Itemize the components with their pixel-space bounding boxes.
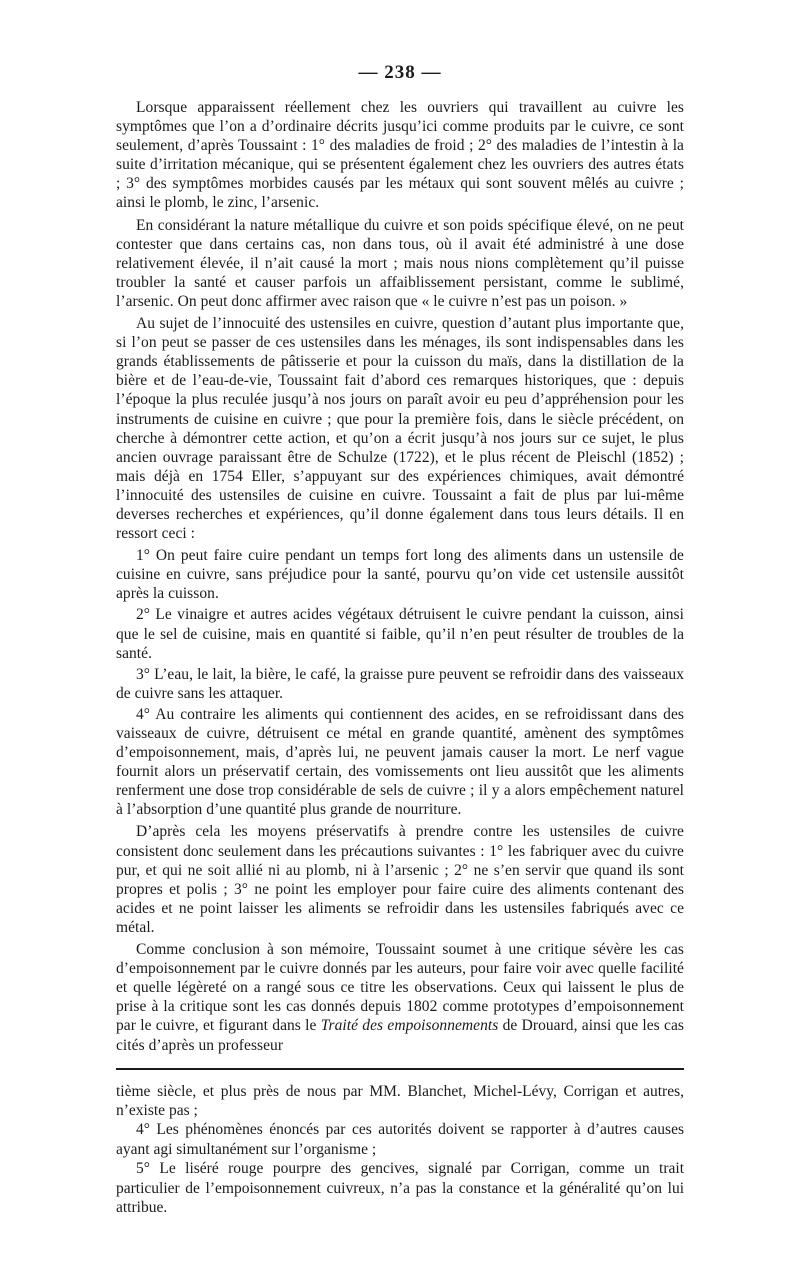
footnote-point-4: 4° Les phénomènes énoncés par ces autorités doivent se rapporter à d’autres causes ayant agi simultanément sur l’organisme ; [116,1121,684,1158]
paragraph-moyens-preservatifs: D’après cela les moyens préservatifs à prendre contre les ustensiles de cuivre consistent donc seulement dans les précautions suivantes : 1° les fabriquer avec du cuivre pur, et qui ne soit allié ni au plomb, ni à l’arsenic ; 2° ne s’en servir que quand ils sont propres et polis ; 3° ne point les employer pour faire cuire des aliments contenant des acides et ne point laisser les aliments se refroidir dans les ustensiles fabriqués avec ce métal. [116,823,684,936]
paragraph-conclusion [116,940,684,1055]
footnotes [116,1082,684,1218]
page-number: — 238 — [358,62,442,83]
body-text [116,98,684,1055]
document-page [116,58,684,1217]
book-title: Traité des empoisonnements [320,1017,499,1035]
paragraph-point-2: 2° Le vinaigre et autres acides végétaux détruisent le cuivre pendant la cuisson, ainsi que le sel de cuisine, mais en quantité si faible, qu’il n’en peut résulter de troubles de la santé. [116,606,684,662]
conclusion-text-start: Comme conclusion à son mémoire, Toussaint soumet à une critique sévère les cas d’empoisonnement par le cuivre donnés par les auteurs, pour faire voir avec quelle facilité et quelle légèreté on a rangé sous ce titre les observations. Ceux qui laissent le plus de prise à la critique sont les cas donnés depuis 1802 comme prototypes d’empoisonnement par le cuivre, et figurant dans le [116,941,684,1035]
conclusion-text-end: de Drouard, ainsi que les cas cités d’après un professeur [116,1017,684,1054]
paragraph-point-3: 3° L’eau, le lait, la bière, le café, la graisse pure peuvent se refroidir dans des vaisseaux de cuivre sans les attaquer. [116,665,684,702]
footnote-point-5: 5° Le liséré rouge pourpre des gencives, signalé par Corrigan, comme un trait particulier de l’empoisonnement cuivreux, n’a pas la constance et la généralité qu’on lui attribue. [116,1160,684,1217]
paragraph-innocuite-ustensiles: Au sujet de l’innocuité des ustensiles en cuivre, question d’autant plus importante que, si l’on peut se passer de ces ustensiles dans les ménages, ils sont indispensables dans les grands établissements de pâtisserie et pour la cuisson du maïs, dans la distillation de la bière et de l’eau-de-vie, Toussaint fait d’abord ces remarques historiques, que : depuis l’époque la plus reculée jusqu’à nos jours on paraît avoir eu peu d’appréhension pour les instruments de cuisine en cuivre ; que pour la première fois, dans le siècle précédent, on cherche à démontrer cette action, et qu’on a écrit jusqu’à nos jours sur ce sujet, le plus ancien ouvrage paraissant être de Schulze (1722), et le plus récent de Pleischl (1852) ; mais déjà en 1754 Eller, s’appuyant sur des expériences chimiques, avait démontré l’innocuité des ustensiles de cuisine en cuivre. Toussaint a fait de plus par lui-même deverses recherches et expériences, qu’il donne également dans tous leurs détails. Il en ressort ceci : [116,315,684,543]
footnote-continuation: tième siècle, et plus près de nous par MM. Blanchet, Michel-Lévy, Corrigan et autres, n’existe pas ; [116,1082,684,1119]
paragraph-point-4: 4° Au contraire les aliments qui contiennent des acides, en se refroidissant dans des vaisseaux de cuivre, détruisent ce métal en grande quantité, amènent des symptômes d’empoisonnement, mais, d’après lui, ne peuvent jamais causer la mort. Le nerf vague fournit alors un préservatif certain, des vomissements ont lieu aussitôt que les aliments renferment une dose trop considérable de sels de cuivre ; il y a alors empêchement naturel à l’absorption d’une quantité plus grande de nourriture. [116,705,684,819]
paragraph-nature-metallique: En considérant la nature métallique du cuivre et son poids spécifique élevé, on ne peut contester que dans certains cas, non dans tous, où il avait été administré à une dose relativement élevée, il n’ait causé la mort ; mais nous nions complètement qu’il puisse troubler la santé et causer parfois un affaiblissement persistant, comme le sublimé, l’arsenic. On peut donc affirmer avec raison que « le cuivre n’est pas un poison. » [116,216,684,310]
paragraph-point-1: 1° On peut faire cuire pendant un temps fort long des aliments dans un ustensile de cuisine en cuivre, sans préjudice pour la santé, pourvu qu’on vide cet ustensile aussitôt après la cuisson. [116,547,684,603]
paragraph-symptoms: Lorsque apparaissent réellement chez les ouvriers qui travaillent au cuivre les symptômes que l’on a d’ordinaire décrits jusqu’ici comme produits par le cuivre, ce sont seulement, d’après Toussaint : 1° des maladies de froid ; 2° des maladies de l’intestin à la suite d’irritation mécanique, qui se présentent également chez les ouvriers des autres états ; 3° des symptômes morbides causés par les métaux qui sont souvent mêlés au cuivre ; ainsi le plomb, le zinc, l’arsenic. [116,99,684,212]
footnote-separator [116,1068,684,1070]
